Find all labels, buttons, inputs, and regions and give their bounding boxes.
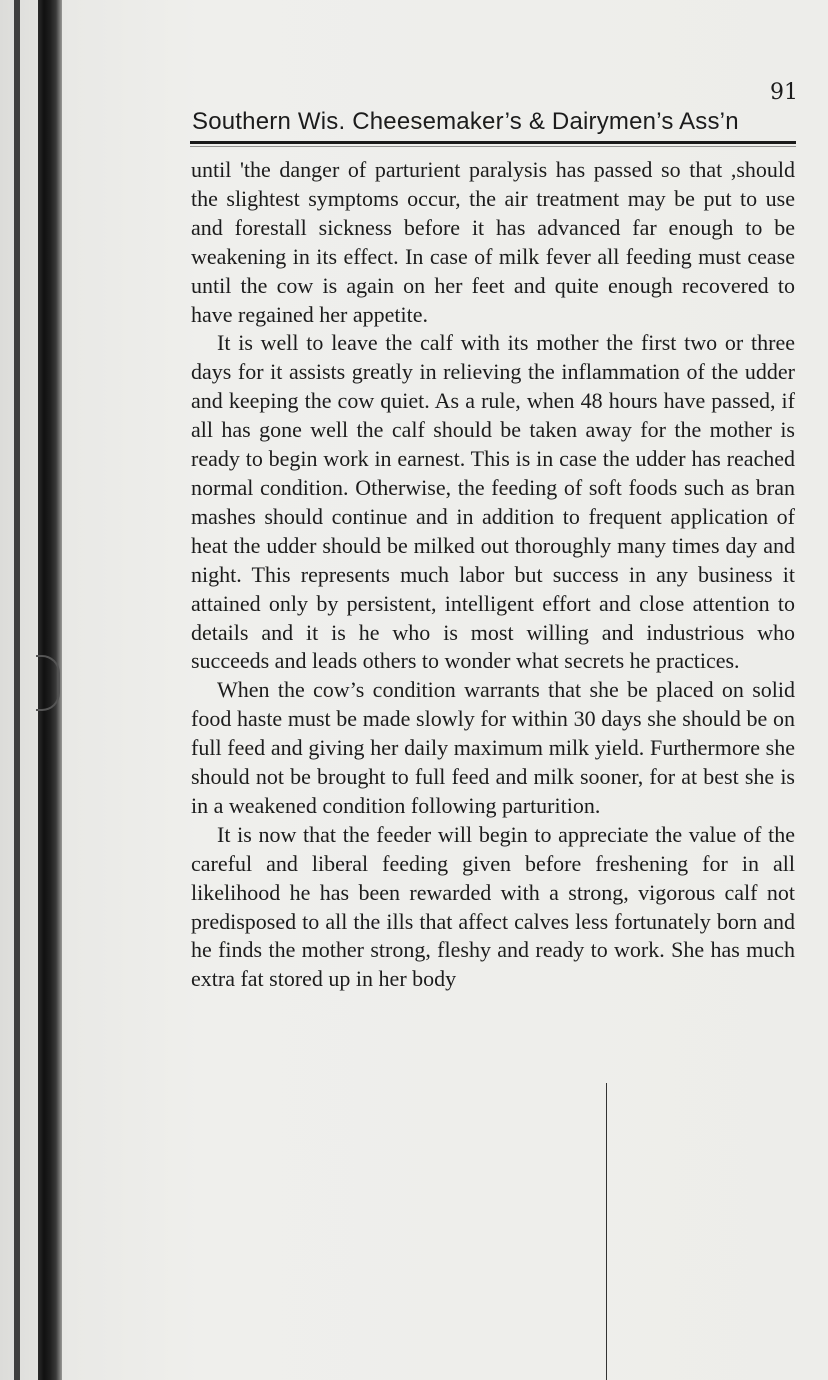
- running-head: Southern Wis. Cheesemaker’s & Dairymen’s Ass’n: [192, 108, 739, 135]
- paragraph-3: When the cow’s condition warrants that she be placed on solid food haste must be made slowly for within 30 days she should be on full feed and giving her daily maximum milk yield. Furthermore she should not be brought to full feed and milk sooner, for at best she is in a weakened condition following parturition.: [191, 677, 795, 818]
- binding-clip: [36, 655, 60, 711]
- scan-artifact-line: [606, 1083, 607, 1380]
- paragraph-2: It is well to leave the calf with its mother the first two or three days for it assists greatly in relieving the inflammation of the udder and keeping the cow quiet. As a rule, when 48 hours have passed, if all has gone well the calf should be taken away for the mother is ready to begin work in earnest. This is in case the udder has reached normal condition. Otherwise, the feeding of soft foods such as bran mashes should continue and in addition to frequent application of heat the udder should be milked out thoroughly many times day and night. This represents much labor but success in any business it attained only by persistent, intelligent effort and close attention to details and it is he who is most willing and industrious who succeeds and leads others to wonder what secrets he practices.: [191, 330, 795, 674]
- page-edge-shadow: [14, 0, 20, 1380]
- body-text: [191, 156, 795, 994]
- page-number: 91: [770, 80, 798, 105]
- paragraph-4: It is now that the feeder will begin to appreciate the value of the careful and liberal feeding given before freshening for in all likelihood he has been rewarded with a strong, vigorous calf not predisposed to all the ills that affect calves less fortunately born and he finds the mother strong, fleshy and ready to work. She has much extra fat stored up in her body: [191, 821, 795, 992]
- header-rule: [190, 141, 796, 144]
- header-rule-thin: [190, 146, 796, 147]
- paragraph-1: until 'the danger of parturient paralysis has passed so that ,should the slightest symptoms occur, the air treatment may be put to use and forestall sickness before it has advanced far enough to be weakening in its effect. In case of milk fever all feeding must cease until the cow is again on her feet and quite enough recovered to have regained her appetite.: [191, 157, 795, 327]
